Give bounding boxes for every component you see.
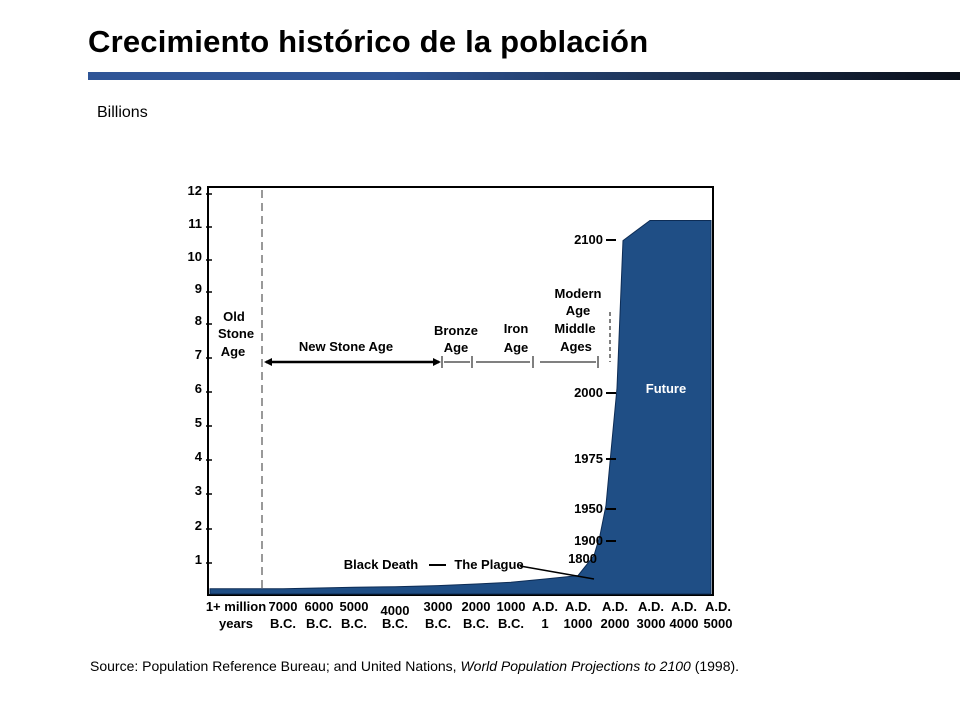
year-marker-label: 1800 (568, 551, 597, 566)
era-middle-ages-1: Middle (554, 321, 596, 336)
y-tick-label: 12 (187, 183, 202, 198)
source-suffix: (1998). (690, 658, 740, 674)
x-tick-sublabel: 1 (541, 616, 549, 631)
x-tick-sublabel: B.C. (270, 616, 296, 631)
x-tick-label: A.D. (602, 599, 628, 614)
population-area-fill (210, 221, 711, 595)
era-old-stone-age-2: Stone (217, 326, 255, 341)
y-tick-label: 4 (194, 449, 202, 464)
year-marker-label: 1950 (574, 501, 603, 516)
x-tick-label: 2000 (461, 599, 491, 614)
year-marker-label: 2100 (574, 232, 603, 247)
x-axis (206, 599, 733, 631)
x-tick-sublabel: B.C. (498, 616, 524, 631)
year-marker-label: 2000 (574, 385, 603, 400)
x-tick-label: A.D. (638, 599, 664, 614)
x-tick-sublabel: years (219, 616, 253, 631)
y-tick-label: 6 (194, 381, 202, 396)
x-tick-label: 7000 (268, 599, 298, 614)
y-tick-label: 10 (187, 249, 202, 264)
source-title: World Population Projections to 2100 (460, 658, 691, 674)
x-tick-label: A.D. (565, 599, 591, 614)
era-bronze-age-1: Bronze (433, 323, 479, 338)
plague-label: The Plague (454, 557, 524, 572)
x-tick-label: A.D. (532, 599, 558, 614)
era-new-stone-age: New Stone Age (298, 339, 394, 354)
era-old-stone-age-1: Old (223, 309, 245, 324)
x-tick-label: 1000 (496, 599, 526, 614)
x-tick-sublabel: 3000 (636, 616, 666, 631)
era-middle-ages-2: Ages (560, 339, 592, 354)
y-tick-label: 7 (194, 347, 202, 362)
y-tick-label: 9 (194, 281, 202, 296)
era-iron-age-1: Iron (503, 321, 529, 336)
x-tick-sublabel: B.C. (425, 616, 451, 631)
x-tick-sublabel: 1000 (563, 616, 593, 631)
era-old-stone-age-3: Age (220, 344, 246, 359)
x-tick-label: 4000 (380, 603, 410, 618)
x-tick-label: 3000 (423, 599, 453, 614)
x-tick-sublabel: 2000 (600, 616, 630, 631)
era-arrow-left (264, 358, 272, 366)
source-note (90, 658, 739, 674)
year-marker-label: 1900 (574, 533, 603, 548)
future-label: Future (645, 381, 687, 396)
x-tick-sublabel: B.C. (306, 616, 332, 631)
era-modern-age-1: Modern (554, 286, 602, 301)
era-iron-age-2: Age (503, 340, 529, 355)
y-tick-label: 3 (194, 483, 202, 498)
y-tick-label: 1 (194, 552, 202, 567)
x-tick-label: A.D. (705, 599, 731, 614)
population-area (210, 221, 711, 595)
x-tick-label: A.D. (671, 599, 697, 614)
x-tick-label: 5000 (339, 599, 369, 614)
y-tick-label: 2 (194, 518, 202, 533)
x-tick-label: 1+ million (205, 599, 267, 614)
y-tick-label: 8 (194, 313, 202, 328)
x-tick-sublabel: 5000 (703, 616, 733, 631)
era-bronze-age-2: Age (443, 340, 469, 355)
slide-title: Crecimiento histórico de la población (88, 24, 649, 59)
units-label: Billions (97, 104, 148, 121)
x-tick-sublabel: B.C. (382, 616, 408, 631)
source-prefix: Source: Population Reference Bureau; and United Nations, (90, 658, 461, 674)
x-tick-sublabel: B.C. (463, 616, 489, 631)
y-tick-label: 11 (188, 216, 202, 231)
era-modern-age-2: Age (565, 303, 591, 318)
y-tick-label: 5 (194, 415, 202, 430)
x-tick-sublabel: 4000 (669, 616, 699, 631)
x-tick-sublabel: B.C. (341, 616, 367, 631)
x-tick-label: 6000 (304, 599, 334, 614)
year-marker-label: 1975 (574, 451, 603, 466)
black-death-label: Black Death (343, 557, 419, 572)
era-arrow-right (433, 358, 441, 366)
